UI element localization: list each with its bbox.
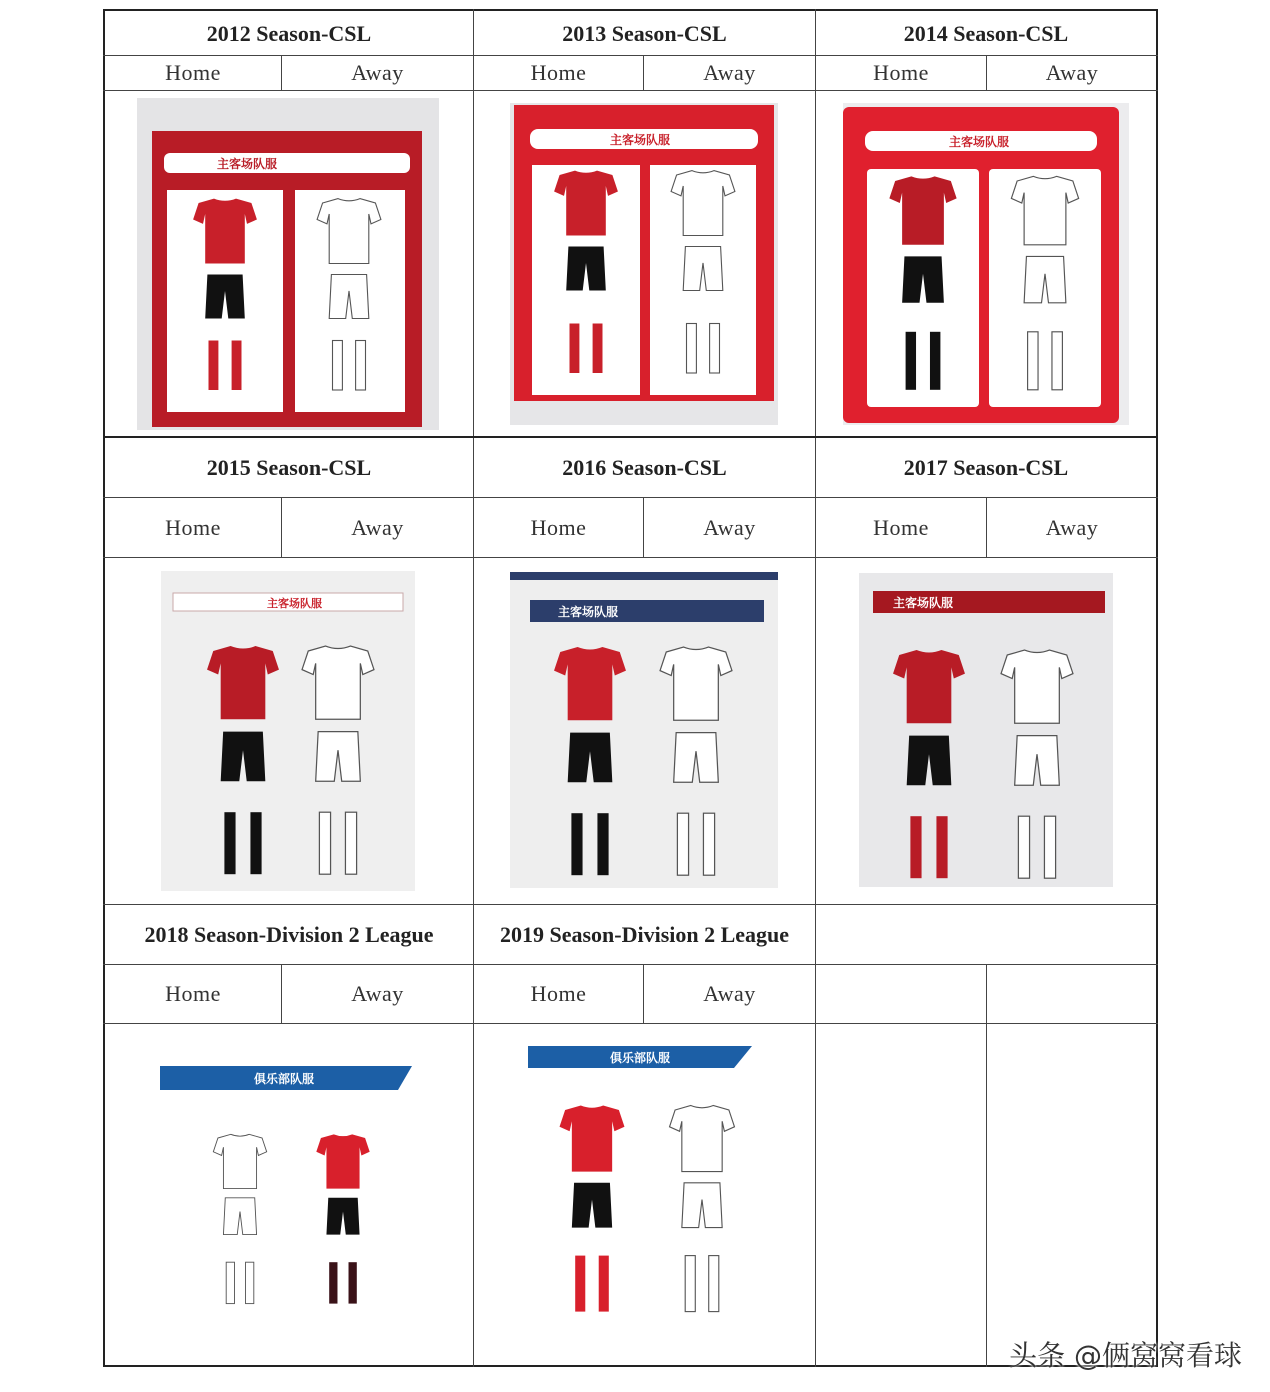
away-label: Away: [703, 981, 756, 1006]
grid-line: [103, 557, 1158, 558]
grid-line: [103, 90, 1158, 91]
season-title-2018: 2018 Season-Division 2 League: [144, 922, 434, 947]
grid-line: [103, 436, 1158, 438]
away-label: Away: [351, 515, 404, 540]
kit-image-2016: [510, 572, 778, 888]
kit-banner-text: 俱乐部队服: [610, 1051, 671, 1065]
home-label: Home: [165, 981, 221, 1006]
home-label: Home: [165, 60, 221, 85]
kit-image-2012: [137, 98, 439, 430]
kit-image-2015: [161, 571, 415, 891]
away-label: Away: [351, 60, 404, 85]
season-title-2017: 2017 Season-CSL: [903, 455, 1069, 480]
season-title-2019: 2019 Season-Division 2 League: [499, 922, 790, 947]
home-label: Home: [530, 981, 587, 1006]
season-title-2014: 2014 Season-CSL: [903, 21, 1069, 46]
kit-banner-text: 主客场队服: [610, 133, 671, 147]
kit-image-2013: [510, 103, 778, 425]
home-label: Home: [873, 60, 929, 85]
season-title-2012: 2012 Season-CSL: [206, 21, 372, 46]
away-label: Away: [703, 60, 756, 85]
kit-banner-text: 主客场队服: [217, 157, 278, 171]
grid-line: [103, 1023, 1158, 1024]
season-title-2016: 2016 Season-CSL: [562, 455, 727, 480]
home-label: Home: [873, 515, 929, 540]
kit-banner-text: 主客场队服: [558, 605, 619, 619]
kit-image-2018: [150, 1060, 420, 1320]
grid-line: [815, 9, 816, 1367]
kit-banner-text: 俱乐部队服: [254, 1072, 315, 1086]
home-label: Home: [165, 515, 221, 540]
kit-image-2014: [843, 103, 1129, 425]
watermark: 头条 @俩窝窝看球: [1009, 1339, 1242, 1372]
grid-line: [103, 904, 1158, 905]
kit-image-2019: [520, 1040, 760, 1340]
season-title-2013: 2013 Season-CSL: [562, 21, 727, 46]
kit-banner-text: 主客场队服: [949, 135, 1010, 149]
home-label: Home: [530, 60, 587, 85]
grid-line: [103, 497, 1158, 498]
season-title-2015: 2015 Season-CSL: [206, 455, 372, 480]
away-label: Away: [1045, 515, 1099, 540]
kit-banner-text: 主客场队服: [893, 596, 954, 610]
home-label: Home: [530, 515, 587, 540]
grid-line: [986, 964, 987, 1367]
kit-banner-text: 主客场队服: [267, 597, 322, 610]
grid-line: [103, 964, 1158, 965]
away-label: Away: [703, 515, 756, 540]
grid-line: [103, 55, 1158, 56]
away-label: Away: [351, 981, 404, 1006]
away-label: Away: [1045, 60, 1099, 85]
kit-image-2017: [859, 573, 1113, 887]
grid-line: [473, 9, 474, 1367]
